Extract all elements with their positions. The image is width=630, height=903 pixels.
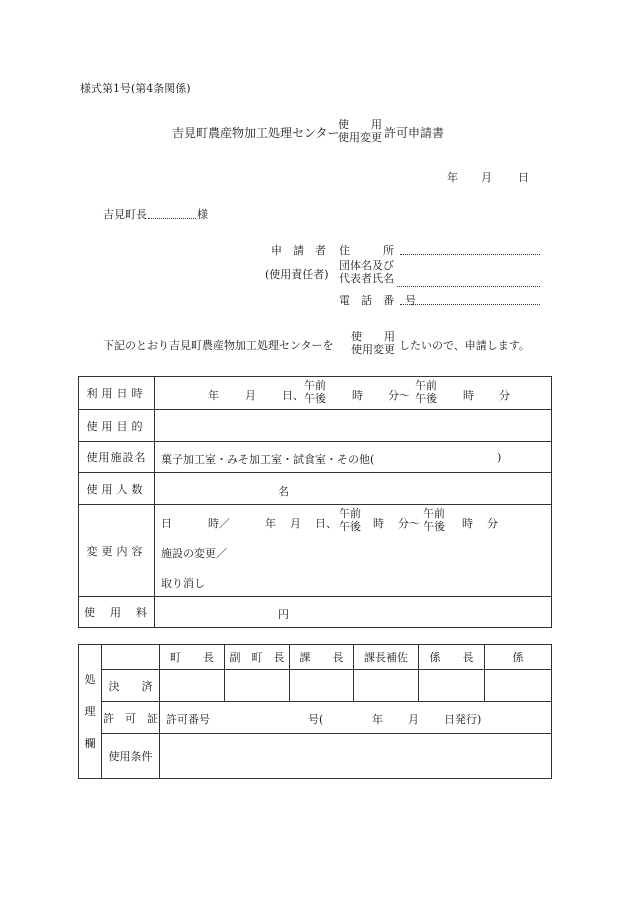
row-usage-date (79, 377, 552, 410)
change-day: 日 (161, 517, 172, 530)
approval-cell-mayor[interactable] (160, 670, 225, 702)
org-line1: 団体名及び (339, 259, 394, 272)
title-suffix: 許可申請書 (384, 126, 445, 140)
applicant-org-label (339, 259, 394, 285)
permit-label: 許 可 証 (102, 702, 160, 734)
change-ampm-end (423, 507, 445, 533)
applicant-sublabel: (使用責任者) (265, 268, 329, 281)
row-facility (79, 442, 552, 473)
usage-hour: 時 (352, 389, 363, 402)
applicant-address-label: 住 所 (339, 244, 394, 257)
permit-year: 年 (372, 713, 383, 726)
people-field[interactable] (155, 473, 552, 505)
date-day: 日 (518, 171, 529, 184)
facility-options: 菓子加工室・みそ加工室・試食室・その他( (161, 453, 375, 466)
conditions-row (79, 734, 552, 779)
header-deputy-mayor: 副 町 長 (225, 645, 290, 670)
change-day-b: 日、 (315, 517, 337, 530)
org-dotline (397, 286, 540, 287)
purpose-field[interactable] (155, 410, 552, 442)
title-prefix: 吉見町農産物加工処理センター (172, 126, 340, 140)
header-mayor: 町 長 (160, 645, 225, 670)
row-purpose (79, 410, 552, 442)
title-choice-use: 使 用 (338, 118, 382, 131)
pm-label: 午後 (304, 392, 326, 405)
label-facility: 使用施設名 (79, 442, 155, 473)
header-staff: 係 (485, 645, 552, 670)
usage-minute-end: 分 (499, 389, 510, 402)
usage-ampm-end (415, 379, 437, 405)
change-pm-end: 午後 (423, 520, 445, 533)
addressee-honorific: 様 (197, 208, 208, 221)
people-unit: 名 (278, 485, 289, 498)
change-year: 年 (265, 517, 276, 530)
org-line2: 代表者氏名 (339, 272, 394, 285)
am-label-end: 午前 (415, 379, 437, 392)
permit-issued: 号( (308, 713, 324, 726)
change-field[interactable] (155, 505, 552, 597)
addressee-dotline (148, 218, 196, 219)
fee-unit: 円 (278, 608, 289, 621)
permit-row (79, 702, 552, 734)
label-purpose: 使用目的 (79, 410, 155, 442)
conditions-label: 使用条件 (102, 734, 160, 779)
form-number: 様式第1号(第4条関係) (80, 82, 191, 95)
approval-cell-assistant[interactable] (354, 670, 419, 702)
usage-month: 月 (245, 389, 256, 402)
date-year: 年 (447, 171, 458, 184)
label-people: 使用人数 (79, 473, 155, 505)
processing-side-label (79, 645, 102, 779)
usage-ampm-start (304, 379, 326, 405)
title-choice (338, 118, 382, 144)
approval-label: 決 済 (102, 670, 160, 702)
address-dotline (400, 254, 540, 255)
permit-day: 日発行) (444, 713, 482, 726)
statement-suffix: したいので、申請します。 (399, 339, 530, 352)
permit-month: 月 (408, 713, 419, 726)
date-month: 月 (481, 171, 492, 184)
usage-year: 年 (208, 389, 219, 402)
facility-field[interactable] (155, 442, 552, 473)
approval-cell-staff[interactable] (485, 670, 552, 702)
row-fee (79, 597, 552, 628)
approval-cell-subsection[interactable] (419, 670, 485, 702)
label-usage-date: 利用日時 (79, 377, 155, 410)
permit-number: 許可番号 (166, 713, 210, 726)
change-month: 月 (290, 517, 301, 530)
change-minute3: 分 (487, 517, 498, 530)
header-assistant-chief: 課長補佐 (354, 645, 419, 670)
header-blank (102, 645, 160, 670)
usage-minute-to: 分〜 (388, 389, 410, 402)
header-section-chief: 課 長 (290, 645, 354, 670)
usage-hour-end: 時 (463, 389, 474, 402)
processing-table (78, 644, 552, 779)
applicant-phone-label: 電 話 番 号 (339, 294, 416, 307)
change-pm: 午後 (339, 520, 361, 533)
row-change (79, 505, 552, 597)
usage-day: 日、 (282, 389, 304, 402)
statement-prefix: 下記のとおり吉見町農産物加工処理センターを (103, 339, 334, 352)
statement-choice-use: 使 用 (351, 330, 395, 343)
header-subsection-chief: 係 長 (419, 645, 485, 670)
addressee-name: 吉見町長 (103, 208, 147, 221)
statement-choice (351, 330, 395, 356)
change-am-end: 午前 (423, 507, 445, 520)
processing-header-row (79, 645, 552, 670)
conditions-field[interactable] (160, 734, 552, 779)
statement-choice-change: 使用変更 (351, 343, 395, 356)
title-choice-change: 使用変更 (338, 131, 382, 144)
approval-cell-deputy[interactable] (225, 670, 290, 702)
approval-row (79, 670, 552, 702)
change-cancel: 取り消し (161, 577, 205, 590)
side-char-3: 欄 (84, 736, 96, 750)
change-minute-to: 分〜 (398, 517, 420, 530)
change-hour: 時／ (208, 517, 230, 530)
pm-label-end: 午後 (415, 392, 437, 405)
applicant-label: 申 請 者 (271, 244, 326, 257)
application-table (78, 376, 552, 628)
side-char-2: 理 (84, 704, 96, 718)
side-char-1: 処 (84, 672, 96, 686)
phone-dotline (400, 304, 540, 305)
row-people (79, 473, 552, 505)
change-facility: 施設の変更／ (161, 547, 227, 560)
permit-field[interactable] (160, 702, 552, 734)
change-hour2: 時 (373, 517, 384, 530)
change-hour3: 時 (462, 517, 473, 530)
label-fee: 使 用 料 (79, 597, 155, 628)
label-change: 変更内容 (79, 505, 155, 597)
change-am: 午前 (339, 507, 361, 520)
fee-field[interactable] (155, 597, 552, 628)
facility-close-paren: ) (497, 451, 502, 464)
am-label: 午前 (304, 379, 326, 392)
usage-date-field[interactable] (155, 377, 552, 410)
change-ampm-start (339, 507, 361, 533)
approval-cell-section[interactable] (290, 670, 354, 702)
